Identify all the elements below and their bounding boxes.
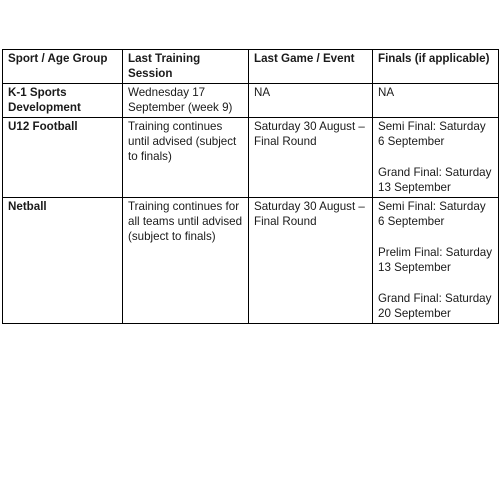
header-sport-age-group: Sport / Age Group [3, 50, 123, 84]
finals-entry: Semi Final: Saturday 6 September [378, 119, 486, 149]
finals-cell [373, 83, 499, 117]
finals-cell [373, 117, 499, 197]
finals-entry: Grand Final: Saturday 20 September [378, 292, 492, 321]
finals-entry: NA [378, 85, 395, 99]
last-training-cell: Training continues for all teams until advised (subject to finals) [123, 197, 249, 323]
table-row [3, 117, 499, 197]
last-game-cell: Saturday 30 August – Final Round [249, 117, 373, 197]
header-last-game-event: Last Game / Event [249, 50, 373, 84]
finals-entry: Grand Final: Saturday 13 September [378, 165, 492, 195]
sport-cell: Netball [3, 197, 123, 323]
finals-cell [373, 197, 499, 323]
sport-cell: U12 Football [3, 117, 123, 197]
header-finals: Finals (if applicable) [373, 50, 499, 84]
finals-entry: Prelim Final: Saturday 13 September [378, 245, 493, 275]
header-row [3, 50, 499, 84]
sport-cell: K-1 Sports Development [3, 83, 123, 117]
last-game-cell: NA [249, 83, 373, 117]
last-training-cell: Wednesday 17 September (week 9) [123, 83, 249, 117]
table-row [3, 83, 499, 117]
finals-entry: Semi Final: Saturday 6 September [378, 199, 486, 229]
last-training-cell: Training continues until advised (subject to finals) [123, 117, 249, 197]
table-row [3, 197, 499, 323]
header-last-training-session: Last Training Session [123, 50, 249, 84]
sports-schedule-table [2, 49, 499, 324]
last-game-cell: Saturday 30 August – Final Round [249, 197, 373, 323]
